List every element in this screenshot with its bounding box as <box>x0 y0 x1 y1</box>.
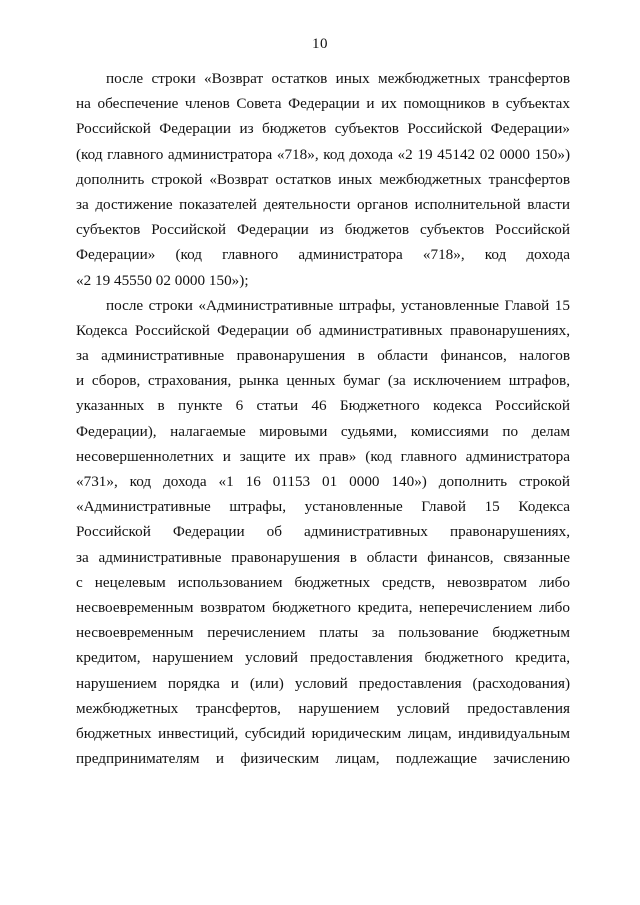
paragraph-1-line-5: дополнить строкой «Возврат остатков иных межбюджетных трансфертов <box>76 170 570 188</box>
paragraph-1-line-7: субъектов Российской Федерации из бюджетов субъектов Российской <box>76 221 570 239</box>
paragraph-1-line-4: (код главного администратора «718», код дохода «2 19 45142 02 0000 150») <box>76 145 570 163</box>
paragraph-2-line-18: бюджетных инвестиций, субсидий юридическим лицам, индивидуальным <box>76 724 570 742</box>
paragraph-2-line-12: с нецелевым использованием бюджетных средств, невозвратом либо <box>76 573 570 591</box>
page-number: 10 <box>312 36 328 52</box>
paragraph-2-line-11: за административные правонарушения в области финансов, связанные <box>76 548 570 566</box>
paragraph-2-line-1: после строки «Административные штрафы, установленные Главой 15 <box>106 296 570 314</box>
paragraph-1-line-8: Федерации» (код главного администратора «718», код дохода <box>76 246 570 264</box>
paragraph-2-line-2: Кодекса Российской Федерации об административных правонарушениях, <box>76 321 570 339</box>
paragraph-1-line-3: Российской Федерации из бюджетов субъектов Российской Федерации» <box>76 120 570 138</box>
paragraph-2-line-14: несвоевременным перечислением платы за пользование бюджетным <box>76 624 570 642</box>
paragraph-2-line-16: нарушением порядка и (или) условий предоставления (расходования) <box>76 674 570 692</box>
paragraph-1-line-9: «2 19 45550 02 0000 150»); <box>76 271 249 289</box>
paragraph-1-line-1: после строки «Возврат остатков иных межбюджетных трансфертов <box>106 70 570 87</box>
paragraph-2-line-15: кредитом, нарушением условий предоставления бюджетного кредита, <box>76 649 570 667</box>
paragraph-1-line-2: на обеспечение членов Совета Федерации и их помощников в субъектах <box>76 95 570 113</box>
paragraph-1-line-6: за достижение показателей деятельности органов исполнительной власти <box>76 195 570 213</box>
paragraph-2-line-10: Российской Федерации об административных правонарушениях, <box>76 523 570 541</box>
paragraph-2-line-6: Федерации), налагаемые мировыми судьями, комиссиями по делам <box>76 422 570 440</box>
paragraph-2-line-4: и сборов, страхования, рынка ценных бумаг (за исключением штрафов, <box>76 372 570 390</box>
paragraph-2-line-17: межбюджетных трансфертов, нарушением условий предоставления <box>76 699 570 717</box>
paragraph-2-line-13: несвоевременным возвратом бюджетного кредита, неперечислением либо <box>76 598 570 616</box>
paragraph-2-line-3: за административные правонарушения в области финансов, налогов <box>76 347 570 365</box>
paragraph-2-line-8: «731», код дохода «1 16 01153 01 0000 140») дополнить строкой <box>76 473 570 490</box>
paragraph-2-line-9: «Административные штрафы, установленные Главой 15 Кодекса <box>76 498 570 516</box>
paragraph-2-line-5: указанных в пункте 6 статьи 46 Бюджетного кодекса Российской <box>76 397 570 415</box>
paragraph-2-line-7: несовершеннолетних и защите их прав» (код главного администратора <box>76 447 570 465</box>
document-body <box>76 66 570 771</box>
paragraph-2-line-19: предпринимателям и физическим лицам, подлежащие зачислению <box>76 750 570 768</box>
